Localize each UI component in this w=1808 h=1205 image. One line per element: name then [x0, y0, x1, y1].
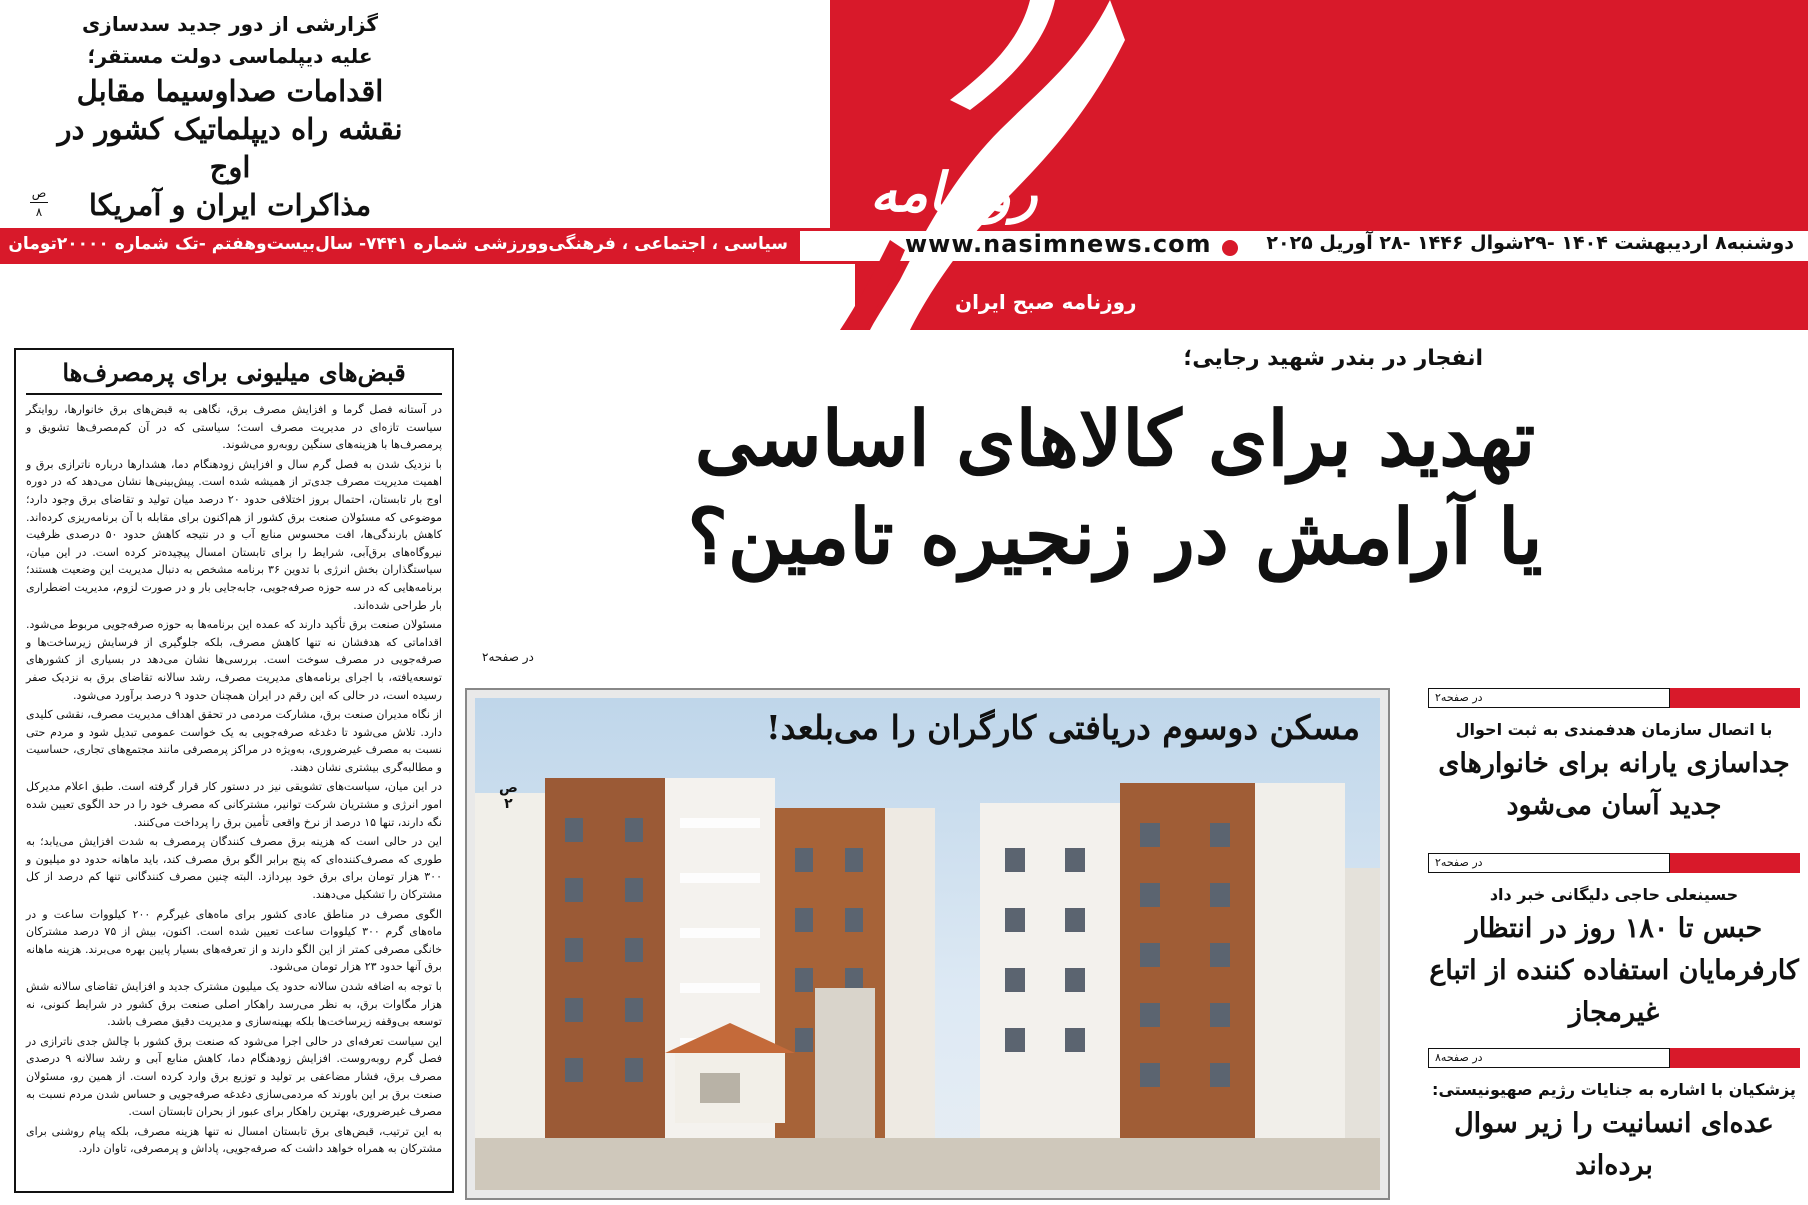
apartment-buildings-illustration: [475, 698, 1380, 1190]
ref-bar-red: [1670, 1048, 1800, 1068]
article-paragraph: از نگاه مدیران صنعت برق، مشارکت مردمی در تحقق اهداف مدیریت مصرف، نقشی کلیدی دارد. تلاش می‌شود تا دغدغه صرفه‌جویی به یک خواست عمومی تبدیل شود و مردم حتی نسبت به مصرف غیرضروری، به‌ویژه در مراکز پرمصرفی مانند مجتمع‌های تجاری، حساسیت و مطالبه‌گری بیشتری نشان دهند.: [26, 708, 442, 774]
photo-frame[interactable]: [465, 688, 1390, 1200]
article-paragraph: این سیاست تعرفه‌ای در حالی اجرا می‌شود که صنعت برق کشور با چالش جدی ناترازی در فصل گرم روبه‌روست. افزایش زودهنگام دما، کاهش منابع آبی و رشد سالانه ۹ درصدی مصرف برق، فشار مضاعفی بر تولید و توزیع برق وارد کرده است. از همین رو، مسئولان صنعت برق بر این باورند که مردمی‌سازی دغدغه صرفه‌جویی و حساس شدن مردم نسبت به مصرف غیرضروری، بهترین راهکار برای عبور از بحران تابستان است.: [26, 1034, 442, 1119]
logo-word: روزنامه: [870, 160, 1038, 224]
ref-bar-red: [1670, 688, 1800, 708]
story-kicker: حسینعلی حاجی دلیگانی خبر داد: [1489, 885, 1739, 904]
story-headline: جداسازی یارانه برای خانوارهای جدید آسان می‌شود: [1438, 748, 1790, 821]
article-paragraph: در این میان، سیاست‌های تشویقی نیز در دستور کار قرار گرفته است. طبق اعلام مدیرکل امور انرژی و مشتریان شرکت توانیر، مشترکانی که مصرف خود را در حد الگوی تعیین شده نگه دارند، تنها ۱۵ درصد از نرخ واقعی تأمین برق را پرداخت می‌کنند.: [26, 780, 442, 829]
photo-caption: مسکن دوسوم دریافتی کارگران را می‌بلعد!: [766, 708, 1360, 747]
story-ref-bar: [1428, 1048, 1800, 1068]
left-column-title: قبض‌های میلیونی برای پرمصرف‌ها: [26, 358, 442, 395]
headline-page-ref[interactable]: در صفحه۲: [482, 650, 534, 664]
top-teaser[interactable]: [50, 8, 410, 224]
teaser-head1: اقدامات صداوسیما مقابل: [76, 74, 384, 108]
story-ref-bar: [1428, 853, 1800, 873]
teaser-ref-label: ص: [31, 186, 47, 200]
ref-bar-red: [1670, 853, 1800, 873]
article-paragraph: مسئولان صنعت برق تأکید دارند که عمده این برنامه‌ها به حوزه صرفه‌جویی مربوط می‌شود. اقداماتی که هدفشان نه تنها کاهش مصرف، بلکه جلوگیری از فرسایش زیرساخت‌ها و صرفه‌جویی در مصرف سوخت است. بررسی‌ها نشان می‌دهد در بسیاری از کشورهای توسعه‌یافته، با اجرای برنامه‌های مدیریت مصرف، رشد سالانه تقاضای برق به نزدیک صفر رسیده است، در حالی که این رقم در ایران همچنان حدود ۹ درصد برآورد می‌شود.: [26, 618, 442, 702]
story-page-ref[interactable]: در صفحه۸: [1428, 1048, 1670, 1068]
article-paragraph: در آستانه فصل گرما و افزایش مصرف برق، نگاهی به قبض‌های برق خانوارها، روایتگر سیاست تازه‌ای در مدیریت مصرف است؛ سیاستی که در آن کم‌مصرف‌ها تشویق و پرمصرف‌ها با هزینه‌های سنگین روبه‌رو می‌شوند.: [26, 403, 442, 452]
headline-line1: تهدید برای کالاهای اساسی: [694, 394, 1536, 483]
teaser-head3: مذاکرات ایران و آمریکا: [88, 188, 372, 222]
teaser-head2: نقشه راه دیپلماتیک کشور در اوج: [57, 112, 403, 184]
article-paragraph: الگوی مصرف در مناطق عادی کشور برای ماه‌های غیرگرم ۲۰۰ کیلووات ساعت و در ماه‌های گرم ۳۰۰ کیلووات ساعت تعیین شده است. اکنون، بیش از ۷۵ درصد مشترکان خانگی مصرفی کمتر از این الگو دارند و از تعرفه‌های بسیار پایین بهره می‌برند. هزینه ماهانه برق آنها حدود ۲۳ هزار تومان می‌شود.: [26, 907, 442, 974]
main-kicker: انفجار در بندر شهید رجایی؛: [1183, 346, 1483, 371]
photo-ref-number: ۲: [504, 796, 513, 812]
story-page-ref[interactable]: در صفحه۲: [1428, 853, 1670, 873]
left-column-article[interactable]: [14, 348, 454, 1193]
sections-line: سیاسی ، اجتماعی ، فرهنگی‌وورزشی شماره ۷۴۴۱- سال‌بیست‌وهفتم -تک شماره ۲۰۰۰۰تومان: [8, 234, 788, 254]
photo-ref-label: ص: [499, 780, 518, 796]
story-kicker: پزشکیان با اشاره به جنایات رژیم صهیونیستی:: [1432, 1080, 1796, 1099]
story-pezeshkian[interactable]: [1428, 1048, 1800, 1187]
masthead: [0, 0, 1808, 330]
issue-date: دوشنبه۸ اردیبهشت ۱۴۰۴ -۲۹شوال ۱۴۴۶ -۲۸ آوریل ۲۰۲۵: [1266, 232, 1794, 254]
teaser-line2: علیه دیپلماسی دولت مستقر؛: [87, 44, 373, 68]
article-paragraph: به این ترتیب، قبض‌های برق تابستان امسال نه تنها هزینه مصرف، بلکه پیام روشنی برای مشترکان به همراه خواهد داشت که صرفه‌جویی، پاداش و پرمصرفی، تاوان دارد.: [26, 1124, 442, 1156]
right-column: [1428, 688, 1800, 1200]
main-headline[interactable]: [500, 390, 1730, 586]
teaser-ref-divider: [30, 202, 48, 203]
story-employers[interactable]: [1428, 853, 1800, 1034]
story-subsidy[interactable]: [1428, 688, 1800, 827]
apartments-photo: [475, 698, 1380, 1190]
masthead-subtitle: روزنامه صبح ایران: [955, 290, 1137, 314]
left-column-body: [26, 401, 442, 1158]
story-headline: حبس تا ۱۸۰ روز در انتظار کارفرمایان استفاده کننده از اتباع غیرمجاز: [1429, 913, 1799, 1028]
headline-line2: یا آرامش در زنجیره تامین؟: [687, 492, 1543, 581]
teaser-ref-number: ۸: [35, 205, 43, 219]
site-url-link[interactable]: www.nasimnews.com: [905, 230, 1212, 258]
photo-page-ref[interactable]: [499, 780, 518, 812]
article-paragraph: این در حالی است که هزینه برق مصرف کنندگان پرمصرف به شدت افزایش می‌یابد؛ به طوری که مصرف‌کننده‌ای که پنج برابر الگو برق مصرف کند، باید ماهانه حدود دو میلیون و ۳۰۰ هزار تومان برای برق خود بپردازد. البته چنین مصرف کنندگانی تنها کم درصد از کل مشترکان را تشکیل می‌دهند.: [26, 835, 442, 902]
story-kicker: با اتصال سازمان هدفمندی به ثبت احوال: [1455, 720, 1773, 739]
teaser-page-ref[interactable]: [28, 186, 50, 219]
story-headline: عده‌ای انسانیت را زیر سوال برده‌اند: [1454, 1108, 1774, 1181]
story-ref-bar: [1428, 688, 1800, 708]
article-paragraph: با نزدیک شدن به فصل گرم سال و افزایش زودهنگام دما، هشدارها درباره ناترازی برق و اهمیت مدیریت مصرف جدی‌تر از همیشه شده است. پیش‌بینی‌ها نشان می‌دهد که در دوره اوج بار تابستان، احتمال بروز اختلافی حدود ۲۰ درصد میان تولید و تقاضای برق وجود دارد؛ موضوعی که مسئولان صنعت برق کشور از هم‌اکنون برای مقابله با آن برنامه‌ریزی کرده‌اند. کاهش بارندگی‌ها، افت محسوس منابع آب و در نتیجه کاهش حدود ۵۰ درصدی ظرفیت نیروگاه‌های برق‌آبی، شرایط را برای تابستان امسال پیچیده‌تر کرده است. در این میان، سیاستگذاران بخش انرژی با تدوین ۳۶ برنامه مشخص به دنبال مدیریت این وضعیت هستند؛ برنامه‌هایی که در سه حوزه صرفه‌جویی، جابه‌جایی بار و در صورت لزوم، مدیریت اضطراری بار طراحی شده‌اند.: [26, 457, 442, 612]
teaser-line1: گزارشی از دور جدید سدسازی: [81, 12, 379, 36]
story-page-ref[interactable]: در صفحه۲: [1428, 688, 1670, 708]
article-paragraph: با توجه به اضافه شدن سالانه حدود یک میلیون مشترک جدید و افزایش تقاضای سالانه شش هزار مگاوات برق، به نظر می‌رسد راهکار اصلی صنعت برق کشور در شرایط کنونی، نه توسعه بی‌وقفه زیرساخت‌ها بلکه بهینه‌سازی و مدیریت دقیق مصرف باشد.: [26, 980, 442, 1029]
url-dot-icon: [1222, 240, 1238, 256]
